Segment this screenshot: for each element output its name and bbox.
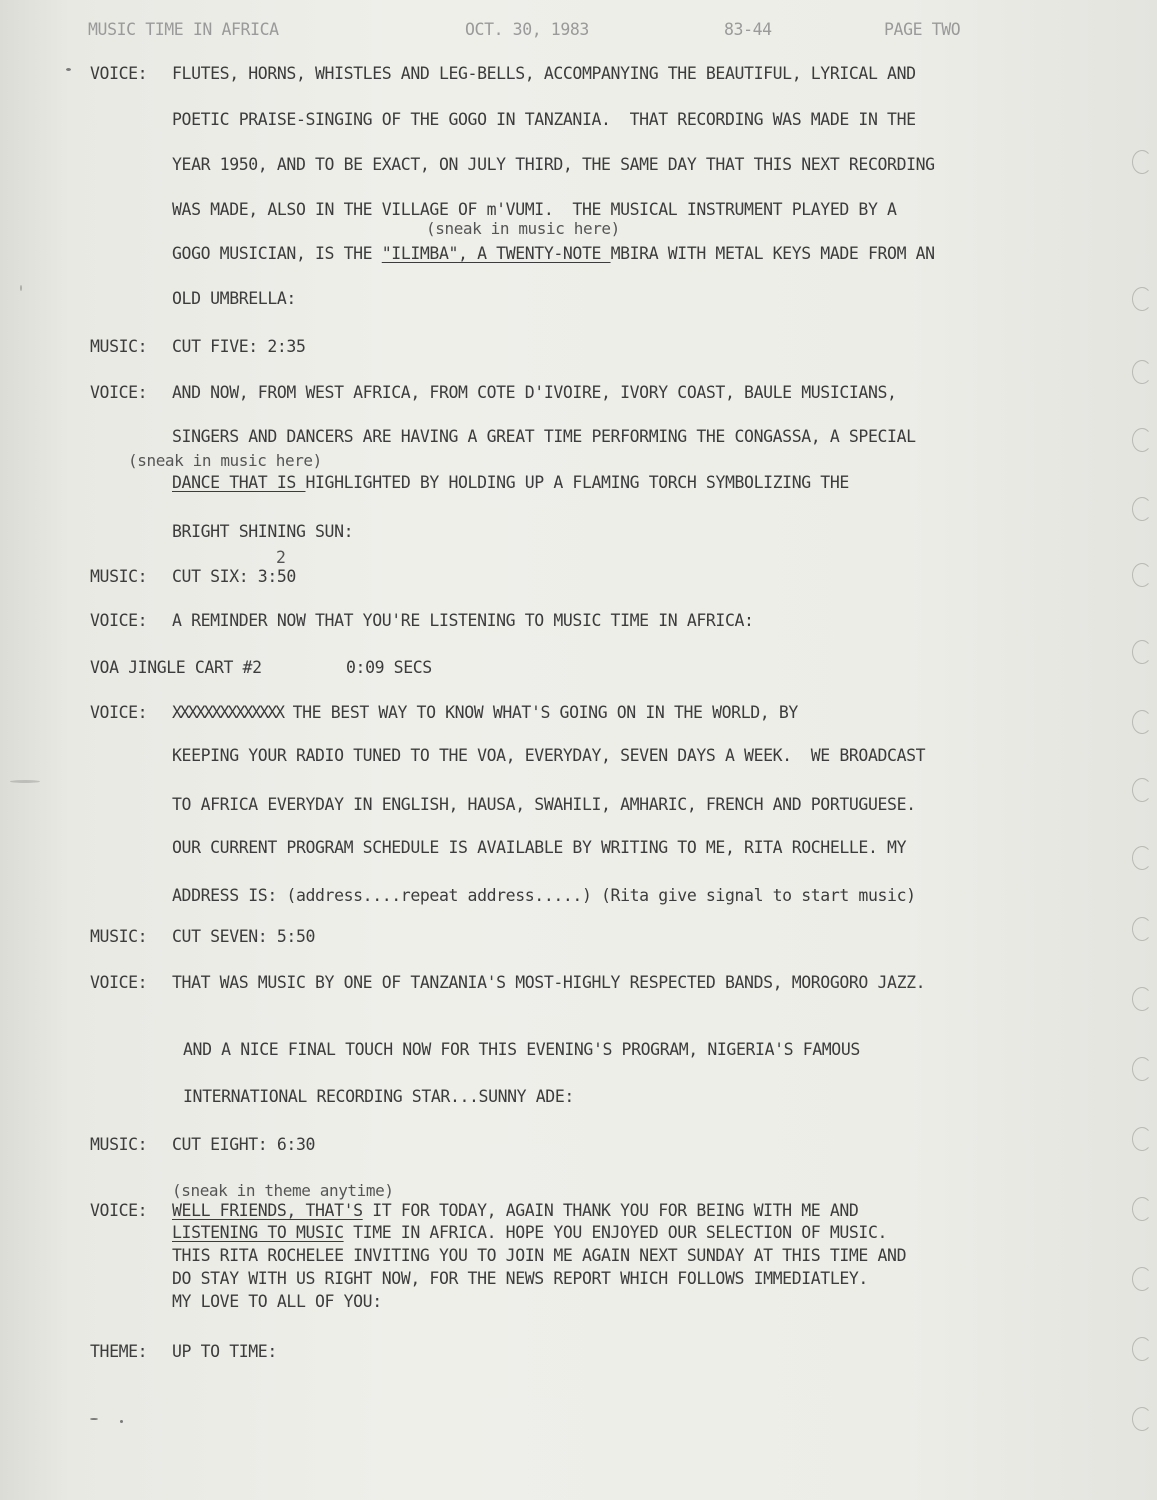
script-line: YEAR 1950, AND TO BE EXACT, ON JULY THIRD, THE SAME DAY THAT THIS NEXT RECORDING (172, 155, 935, 174)
cue-label: VOICE: (90, 703, 148, 722)
script-line: DANCE THAT IS HIGHLIGHTED BY HOLDING UP A FLAMING TORCH SYMBOLIZING THE (172, 473, 849, 492)
script-line: CUT EIGHT: 6:30 (172, 1135, 316, 1154)
program-number: 83-44 (724, 20, 772, 39)
script-line: A REMINDER NOW THAT YOU'RE LISTENING TO MUSIC TIME IN AFRICA: (172, 611, 754, 630)
script-line: OUR CURRENT PROGRAM SCHEDULE IS AVAILABLE BY WRITING TO ME, RITA ROCHELLE. MY (172, 838, 907, 857)
script-line: POETIC PRAISE-SINGING OF THE GOGO IN TANZANIA. THAT RECORDING WAS MADE IN THE (172, 110, 916, 129)
cue-label: VOICE: (90, 383, 148, 402)
program-title: MUSIC TIME IN AFRICA (88, 20, 279, 39)
ink-mark (120, 1420, 123, 1423)
script-line: SINGERS AND DANCERS ARE HAVING A GREAT TIME PERFORMING THE CONGASSA, A SPECIAL (172, 427, 916, 446)
binder-hole-icon (1132, 987, 1152, 1011)
ink-mark (10, 780, 40, 783)
binder-hole-icon (1132, 640, 1152, 664)
script-line: WAS MADE, ALSO IN THE VILLAGE OF m'VUMI. THE MUSICAL INSTRUMENT PLAYED BY A (172, 200, 897, 219)
script-line: TO AFRICA EVERYDAY IN ENGLISH, HAUSA, SWAHILI, AMHARIC, FRENCH AND PORTUGUESE. (172, 795, 916, 814)
binder-hole-icon (1132, 150, 1152, 174)
binder-hole-icon (1132, 1407, 1152, 1431)
struck-out-text: XXXXXXXXXXXXXX (172, 703, 284, 722)
script-line: WELL FRIENDS, THAT'S IT FOR TODAY, AGAIN THANK YOU FOR BEING WITH ME AND (172, 1201, 859, 1220)
handwritten-note: (sneak in music here) (128, 451, 322, 470)
cue-label: MUSIC: (90, 1135, 148, 1154)
handwritten-correction: 2 (276, 548, 286, 567)
binder-hole-icon (1132, 428, 1152, 452)
binder-hole-icon (1132, 1267, 1152, 1291)
binder-hole-icon (1132, 287, 1152, 311)
script-line: AND A NICE FINAL TOUCH NOW FOR THIS EVENING'S PROGRAM, NIGERIA'S FAMOUS (183, 1040, 860, 1059)
cue-label: THEME: (90, 1342, 148, 1361)
script-line: KEEPING YOUR RADIO TUNED TO THE VOA, EVERYDAY, SEVEN DAYS A WEEK. WE BROADCAST (172, 746, 926, 765)
ink-mark (66, 68, 71, 71)
binder-hole-icon (1132, 360, 1152, 384)
ink-mark (90, 1418, 98, 1420)
binder-hole-icon (1132, 1337, 1152, 1361)
broadcast-date: OCT. 30, 1983 (465, 20, 589, 39)
script-line: CUT FIVE: 2:35 (172, 337, 306, 356)
script-line: XXXXXXXXXXXXXX THE BEST WAY TO KNOW WHAT'S GOING ON IN THE WORLD, BY (172, 703, 798, 722)
cue-label: VOICE: (90, 611, 148, 630)
binder-hole-icon (1132, 778, 1152, 802)
handwritten-note: (sneak in music here) (426, 219, 620, 238)
handwritten-note: (sneak in theme anytime) (172, 1181, 394, 1200)
binder-hole-icon (1132, 1127, 1152, 1151)
cue-label: VOICE: (90, 64, 148, 83)
cue-label: VOA JINGLE CART #2 (90, 658, 262, 677)
script-line: THAT WAS MUSIC BY ONE OF TANZANIA'S MOST-HIGHLY RESPECTED BANDS, MOROGORO JAZZ. (172, 973, 926, 992)
script-line: THIS RITA ROCHELEE INVITING YOU TO JOIN ME AGAIN NEXT SUNDAY AT THIS TIME AND (172, 1246, 907, 1265)
script-line: FLUTES, HORNS, WHISTLES AND LEG-BELLS, ACCOMPANYING THE BEAUTIFUL, LYRICAL AND (172, 64, 916, 83)
script-line: INTERNATIONAL RECORDING STAR...SUNNY ADE: (183, 1087, 574, 1106)
script-line: GOGO MUSICIAN, IS THE "ILIMBA", A TWENTY-NOTE MBIRA WITH METAL KEYS MADE FROM AN (172, 244, 935, 263)
binder-hole-icon (1132, 1057, 1152, 1081)
binder-hole-icon (1132, 497, 1152, 521)
script-line: BRIGHT SHINING SUN: (172, 522, 354, 541)
binder-hole-icon (1132, 917, 1152, 941)
cue-label: MUSIC: (90, 337, 148, 356)
ink-mark (20, 285, 22, 291)
script-line: CUT SIX: 3:50 (172, 567, 296, 586)
script-line: CUT SEVEN: 5:50 (172, 927, 316, 946)
cue-label: VOICE: (90, 973, 148, 992)
binder-hole-icon (1132, 710, 1152, 734)
cue-label: MUSIC: (90, 567, 148, 586)
page-number: PAGE TWO (884, 20, 961, 39)
script-line: 0:09 SECS (346, 658, 432, 677)
cue-label: VOICE: (90, 1201, 148, 1220)
script-line: ADDRESS IS: (address....repeat address.....) (Rita give signal to start music) (172, 886, 916, 905)
script-line: UP TO TIME: (172, 1342, 277, 1361)
script-line: MY LOVE TO ALL OF YOU: (172, 1292, 382, 1311)
binder-hole-icon (1132, 1197, 1152, 1221)
cue-label: MUSIC: (90, 927, 148, 946)
script-line: DO STAY WITH US RIGHT NOW, FOR THE NEWS REPORT WHICH FOLLOWS IMMEDIATLEY. (172, 1269, 868, 1288)
script-line: OLD UMBRELLA: (172, 289, 296, 308)
binder-hole-icon (1132, 846, 1152, 870)
binder-hole-icon (1132, 563, 1152, 587)
script-line: AND NOW, FROM WEST AFRICA, FROM COTE D'IVOIRE, IVORY COAST, BAULE MUSICIANS, (172, 383, 897, 402)
script-line: LISTENING TO MUSIC TIME IN AFRICA. HOPE YOU ENJOYED OUR SELECTION OF MUSIC. (172, 1223, 888, 1242)
